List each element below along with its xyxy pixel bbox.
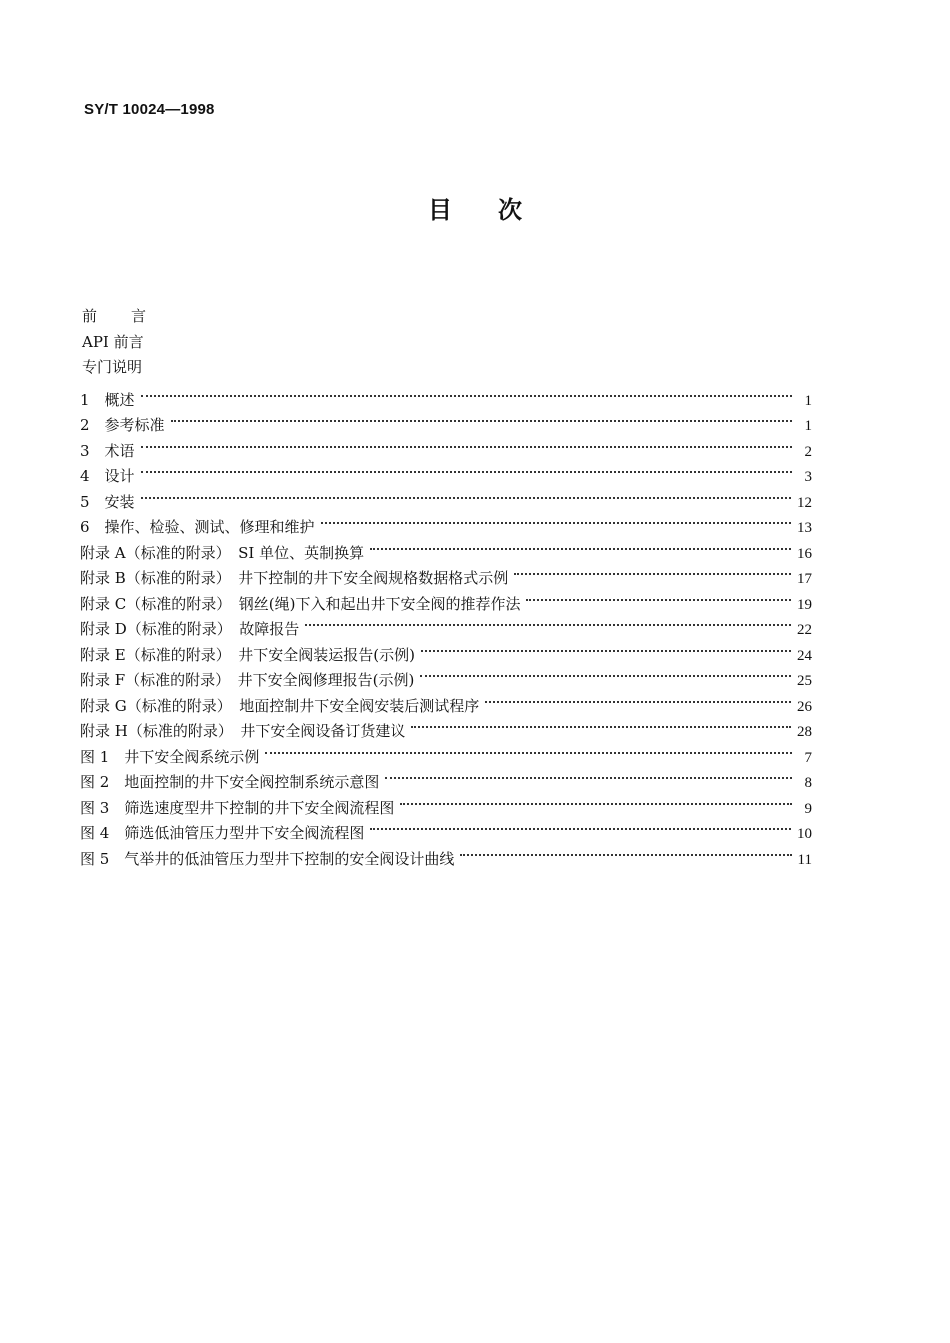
toc-leader-dots [321,507,793,533]
toc-entry-label: 图 1 井下安全阀系统示例 [80,747,260,766]
toc-entry-label: 附录 A（标准的附录） SI 单位、英制换算 [80,543,365,562]
toc-leader-dots [400,787,794,813]
toc-leader-dots [385,762,794,788]
toc-entry-page: 11 [797,851,812,868]
toc-leader-dots [141,379,794,405]
toc-entry-label: 附录 C（标准的附录） 钢丝(绳)下入和起出井下安全阀的推荐作法 [80,594,521,613]
toc-entry-label: 图 4 筛选低油管压力型井下安全阀流程图 [80,824,365,842]
toc-entry-page: 24 [797,647,812,664]
toc-entry[interactable] [80,430,812,460]
toc-leader-dots [420,660,793,686]
toc-entry[interactable] [80,379,812,409]
prelim-special-note[interactable]: 专门说明 [82,358,143,376]
toc-leader-dots [514,558,793,584]
toc-entry-page: 25 [797,673,812,689]
toc-entry-page: 26 [797,698,812,715]
toc-entry[interactable] [80,405,812,434]
toc-leader-dots [485,685,793,711]
toc-entry[interactable] [80,456,812,485]
prelim-api-foreword[interactable]: API 前言 [82,332,144,351]
toc-entry-page: 3 [804,469,812,485]
toc-leader-dots [265,736,794,762]
toc-entry-label: 附录 G（标准的附录） 地面控制井下安全阀安装后测试程序 [80,696,480,715]
toc-leader-dots [370,813,793,839]
toc-entry-label: 附录 H（标准的附录） 井下安全阀设备订货建议 [80,722,406,740]
toc-entry-page: 16 [797,545,812,562]
toc-entry[interactable] [80,507,812,536]
toc-entry-page: 13 [797,520,812,536]
toc-entry-page: 9 [804,800,812,817]
toc-leader-dots [370,532,793,558]
toc-entry-label: 附录 E（标准的附录） 井下安全阀装运报告(示例) [80,645,415,664]
toc-entry-page: 22 [797,622,812,638]
toc-entry-page: 2 [804,443,812,460]
toc-leader-dots [141,481,793,507]
toc-leader-dots [460,838,793,864]
prelim-foreword[interactable]: 前言 [82,307,181,325]
toc-entry-label: 3 术语 [80,441,135,460]
toc-entry-page: 10 [797,826,812,842]
toc-entry-label: 图 3 筛选速度型井下控制的井下安全阀流程图 [80,798,395,817]
toc-entry-page: 8 [804,775,812,791]
toc-entry-label: 附录 F（标准的附录） 井下安全阀修理报告(示例) [80,671,415,689]
toc-entry-label: 2 参考标准 [80,416,165,434]
prelim-list [82,304,282,381]
toc-entry-label: 6 操作、检验、测试、修理和维护 [80,518,315,536]
toc-entry-page: 1 [804,418,812,434]
toc-entry-label: 4 设计 [80,467,135,485]
toc-leader-dots [305,609,793,635]
toc-leader-dots [141,430,794,456]
toc-leader-dots [171,405,794,431]
standard-code: SY/T 10024—1998 [84,101,215,118]
toc-entry-page: 19 [797,596,812,613]
toc-entry-page: 7 [804,749,812,766]
toc-entry-label: 图 5 气举井的低油管压力型井下控制的安全阀设计曲线 [80,849,455,868]
toc-entry-label: 附录 D（标准的附录） 故障报告 [80,620,300,638]
page-title: 目次 [428,196,568,224]
toc-leader-dots [421,634,793,660]
toc-entry-label: 5 安装 [80,492,135,511]
toc-leader-dots [141,456,794,482]
toc-entry-page: 28 [797,724,812,740]
toc-entry-page: 17 [797,571,812,587]
toc-entry-page: 12 [797,494,812,511]
toc-entry-label: 1 概述 [80,390,135,409]
toc-leader-dots [411,711,793,737]
toc-entry-label: 附录 B（标准的附录） 井下控制的井下安全阀规格数据格式示例 [80,569,509,587]
toc-leader-dots [526,583,793,609]
toc-entry-label: 图 2 地面控制的井下安全阀控制系统示意图 [80,773,380,791]
toc-entry-page: 1 [804,392,812,409]
toc-entry[interactable] [80,481,812,511]
table-of-contents [80,379,812,868]
